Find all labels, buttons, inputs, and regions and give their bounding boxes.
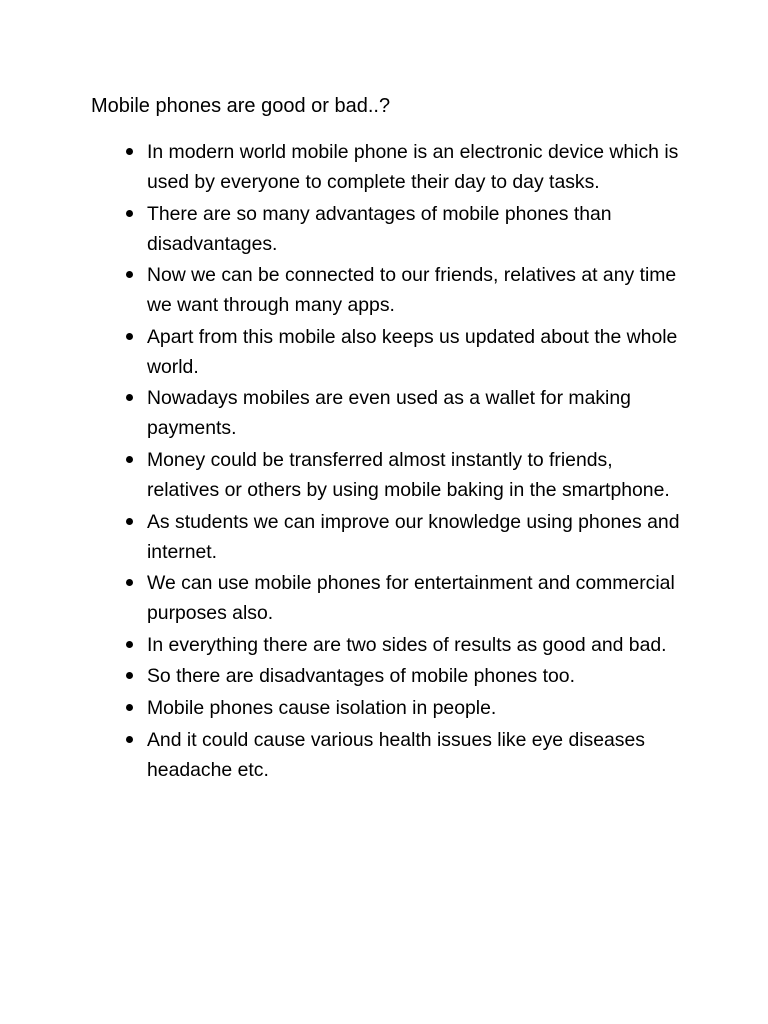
list-item-text: In modern world mobile phone is an electronic device which is used by everyone to complete their day to day tasks. [147, 141, 679, 193]
bullet-icon [126, 641, 133, 648]
bullet-icon [126, 333, 133, 340]
document-title: Mobile phones are good or bad..? [91, 95, 391, 117]
list-item-text: Nowadays mobiles are even used as a wallet for making payments. [147, 387, 631, 440]
bullet-icon [126, 148, 133, 155]
list-item [120, 630, 680, 660]
list-item-text: There are so many advantages of mobile phones than disadvantages. [147, 202, 612, 255]
bullet-list [120, 137, 680, 786]
list-item [120, 137, 680, 197]
list-item-text: And it could cause various health issues like eye diseases headache etc. [147, 728, 645, 781]
bullet-icon [126, 704, 133, 711]
list-item-text: Money could be transferred almost instantly to friends, relatives or others by using mobile baking in the smartphone. [147, 448, 670, 501]
list-item [120, 260, 680, 320]
list-item-text: So there are disadvantages of mobile phones too. [147, 665, 575, 688]
list-item [120, 661, 680, 691]
list-item [120, 445, 680, 505]
list-item-text: Apart from this mobile also keeps us updated about the whole world. [147, 325, 678, 378]
bullet-icon [126, 579, 133, 586]
list-item-text: Now we can be connected to our friends, relatives at any time we want through many apps. [147, 264, 677, 317]
list-item-text: As students we can improve our knowledge using phones and internet. [147, 510, 680, 563]
list-item [120, 507, 680, 567]
bullet-icon [126, 271, 133, 278]
bullet-icon [126, 210, 133, 217]
list-item-text: Mobile phones cause isolation in people. [147, 696, 497, 719]
list-item-text: In everything there are two sides of results as good and bad. [147, 633, 667, 656]
bullet-icon [126, 672, 133, 679]
list-item [120, 568, 680, 628]
bullet-icon [126, 736, 133, 743]
list-item [120, 322, 680, 382]
list-item [120, 725, 680, 785]
list-item [120, 383, 680, 443]
list-item [120, 693, 680, 723]
list-item-text: We can use mobile phones for entertainment and commercial purposes also. [147, 572, 675, 625]
bullet-icon [126, 394, 133, 401]
bullet-icon [126, 518, 133, 525]
list-item [120, 199, 680, 259]
bullet-icon [126, 456, 133, 463]
